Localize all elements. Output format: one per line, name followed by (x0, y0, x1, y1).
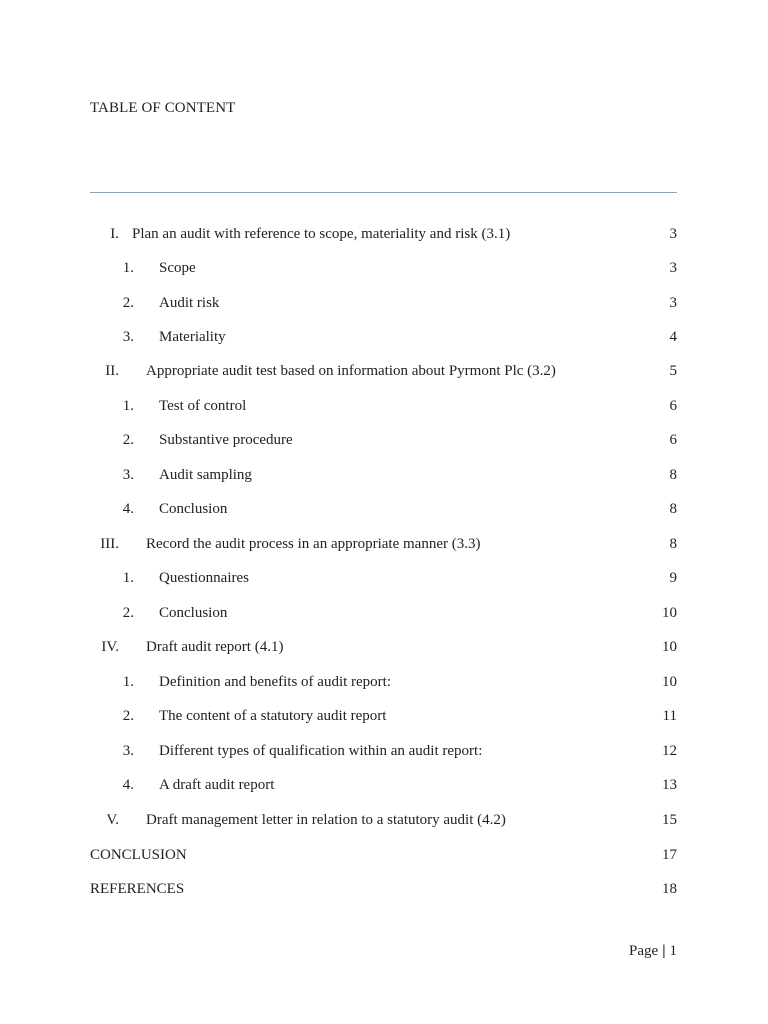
toc-title: Draft audit report (4.1) (146, 639, 284, 655)
toc-page: 8 (669, 467, 677, 483)
toc-page: 6 (669, 398, 677, 414)
toc-title: Conclusion (159, 605, 228, 621)
toc-number: IV. (101, 639, 119, 655)
toc-title: Materiality (159, 329, 226, 345)
toc-page: 11 (662, 708, 677, 724)
toc-page: 10 (662, 639, 677, 655)
page-number: 1 (669, 943, 677, 959)
toc-title: REFERENCES (90, 881, 185, 897)
toc-page: 3 (669, 260, 677, 276)
toc-page: 8 (669, 536, 677, 552)
toc-page: 5 (669, 363, 677, 379)
toc-number: 1. (122, 570, 134, 586)
toc-number: 3. (122, 329, 134, 345)
toc-title: Audit risk (159, 295, 220, 311)
toc-title: Plan an audit with reference to scope, materiality and risk (3.1) (132, 226, 511, 242)
toc-number: I. (110, 226, 119, 242)
toc-number: 2. (122, 432, 134, 448)
page-footer (629, 940, 677, 962)
toc-title: Appropriate audit test based on information about Pyrmont Plc (3.2) (146, 363, 556, 379)
toc-number: 3. (122, 467, 134, 483)
toc-page: 10 (662, 605, 677, 621)
toc-page: 15 (662, 812, 677, 828)
toc-section-2[interactable] (90, 360, 677, 382)
toc-section-4[interactable] (90, 636, 677, 658)
toc-title: Test of control (159, 398, 247, 414)
toc-section-3[interactable] (90, 533, 677, 555)
toc-number: 4. (122, 501, 134, 517)
toc-number: 2. (122, 295, 134, 311)
toc-page: 6 (669, 432, 677, 448)
toc-conclusion[interactable] (90, 844, 677, 866)
toc-title: Different types of qualification within an audit report: (159, 743, 483, 759)
toc-title: Draft management letter in relation to a statutory audit (4.2) (146, 812, 506, 828)
toc-page: 12 (662, 743, 677, 759)
toc-page: 10 (662, 674, 677, 690)
page-label: Page (629, 943, 659, 959)
toc-title: Audit sampling (159, 467, 252, 483)
page-title: TABLE OF CONTENT (90, 100, 236, 116)
toc-title: Definition and benefits of audit report: (159, 674, 392, 690)
toc-section-1[interactable] (90, 223, 677, 245)
toc-number: 3. (122, 743, 134, 759)
toc-subsection[interactable] (90, 257, 677, 279)
toc-subsection[interactable] (90, 602, 677, 624)
toc-number: 1. (122, 674, 134, 690)
toc-subsection[interactable] (90, 429, 677, 451)
toc-page: 8 (669, 501, 677, 517)
page-separator: | (662, 943, 666, 959)
toc-page: 9 (669, 570, 677, 586)
toc-title: Questionnaires (159, 570, 249, 586)
toc-title: Substantive procedure (159, 432, 293, 448)
toc-page: 3 (669, 226, 677, 242)
toc-title: Scope (159, 260, 196, 276)
toc-subsection[interactable] (90, 292, 677, 314)
toc-subsection[interactable] (90, 740, 677, 762)
toc-subsection[interactable] (90, 498, 677, 520)
heading-divider (90, 192, 677, 193)
toc-title: A draft audit report (159, 777, 275, 793)
toc-number: 1. (122, 398, 134, 414)
toc-subsection[interactable] (90, 395, 677, 417)
toc-number: 4. (122, 777, 134, 793)
toc-page: 18 (662, 881, 677, 897)
toc-references[interactable] (90, 878, 677, 900)
toc-number: V. (106, 812, 119, 828)
toc-title: Record the audit process in an appropriate manner (3.3) (146, 536, 481, 552)
toc-page: 13 (662, 777, 677, 793)
toc-page: 4 (669, 329, 677, 345)
toc-title: CONCLUSION (90, 847, 187, 863)
toc-number: 1. (122, 260, 134, 276)
toc-number: III. (100, 536, 119, 552)
toc-title: The content of a statutory audit report (159, 708, 387, 724)
toc-number: 2. (122, 605, 134, 621)
toc-number: 2. (122, 708, 134, 724)
toc-page: 17 (662, 847, 677, 863)
toc-subsection[interactable] (90, 774, 677, 796)
toc-subsection[interactable] (90, 671, 677, 693)
toc-page: 3 (669, 295, 677, 311)
toc-title: Conclusion (159, 501, 228, 517)
toc-subsection[interactable] (90, 567, 677, 589)
toc-subsection[interactable] (90, 464, 677, 486)
toc-section-5[interactable] (90, 809, 677, 831)
toc-subsection[interactable] (90, 705, 677, 727)
toc-subsection[interactable] (90, 326, 677, 348)
toc-number: II. (105, 363, 119, 379)
